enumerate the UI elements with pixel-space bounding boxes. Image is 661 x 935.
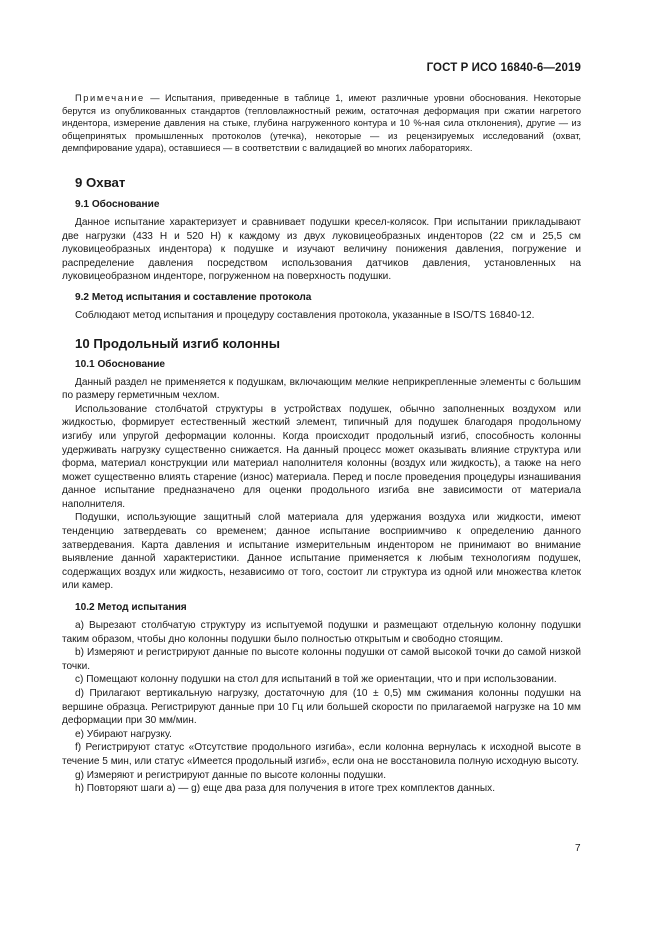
- method-step-a: a) Вырезают столбчатую структуру из испытуемой подушки и размещают отдельную колонну подушки таким образом, чтобы дно колонны подушки было полностью открытым и свободно стоящим.: [62, 620, 581, 645]
- section-9-2-paragraph: Соблюдают метод испытания и процедуру составления протокола, указанные в ISO/TS 16840-12.: [75, 309, 535, 321]
- section-9-title: 9 Охват: [75, 174, 126, 190]
- method-steps-list: [62, 619, 581, 796]
- note-lead: Примечание: [75, 93, 145, 103]
- section-9-1-paragraph: Данное испытание характеризует и сравнивает подушки кресел-колясок. При испытании прикладывают две нагрузки (433 Н и 520 Н) к каждому из двух луковицеобразных инденторов (22 см и 25,5 см луковицеобразных индентора) к подушке и изучают величину понижения давления, погружение и распределение давления посредством использования датчиков давления, установленных на луковицеобразном инденторе, погруженном на поверхность подушки.: [62, 216, 581, 283]
- method-step-g: g) Измеряют и регистрируют данные по высоте колонны подушки.: [75, 769, 386, 781]
- method-step-c: c) Помещают колонну подушки на стол для испытаний в той же ориентации, что и при использовании.: [75, 674, 557, 686]
- method-step-d: d) Прилагают вертикальную нагрузку, достаточную для (10 ± 0,5) мм сжимания колонны подушки на вершине образца. Регистрируют данные при 10 Гц или большей скорости по прилагаемой нагрузке на 10 мм деформации при 30 мм/мин.: [62, 688, 581, 727]
- section-10-2-title: 10.2 Метод испытания: [75, 602, 187, 614]
- document-code: ГОСТ Р ИСО 16840-6—2019: [426, 62, 581, 74]
- page-content: [62, 88, 581, 796]
- note-text: — Испытания, приведенные в таблице 1, имеют различные уровни обоснования. Некоторые берутся из опубликованных стандартов (тепловлажностный режим, остаточная деформация при сжатии нагретого индентора, измерение давления на стыке, глубина нагруженного контура и 10 %-ная сила отклонения), другие — из общепринятых промышленных протоколов (утечка), некоторые — из рецензируемых исследований (охват, демпфирование удара), оставшиеся — в соответствии с валидацией во многих лабораториях.: [62, 93, 581, 154]
- page-number: 7: [575, 843, 581, 854]
- method-step-e: e) Убирают нагрузку.: [75, 728, 172, 740]
- section-10-1-paragraph-3: Подушки, использующие защитный слой материала для удержания воздуха или жидкости, имеют тенденцию затвердевать со временем; данное испытание восприимчиво к определению данного затвердевания. Карта давления и испытание измерительным индентором не принимают во внимание выявление данной характеристики. Данное испытание применяется к любым технологиям подушек, содержащих воздух или жидкость, независимо от того, состоит ли структура из одной или множества клеток или камер.: [62, 512, 581, 592]
- note-paragraph: [62, 92, 581, 155]
- method-step-f: f) Регистрируют статус «Отсутствие продольного изгиба», если колонна вернулась к исходной высоте в течение 5 мин, или статус «Имеется продольный изгиб», если она не восстановила полную исходную высоту.: [62, 742, 581, 767]
- section-10-1-paragraph-2: Использование столбчатой структуры в устройствах подушек, обычно заполненных воздухом или жидкостью, формирует естественный жесткий элемент, типичный для подушек благодаря продольному изгибу или упругой деформации колонны. Когда происходит продольный изгиб, способность колонны удерживать нагрузку существенно снижается. На данный процесс может оказывать влияние структура или форма, материал конструкции или материал наполнителя колонны (воздух или жидкость), а также на него может существенно влиять старение (износ) материала. Перед и после проведения процедуры изнашивания данное испытание предназначено для оценки продольного изгиба вне зависимости от материала наполнителя.: [62, 403, 581, 510]
- method-step-h: h) Повторяют шаги а) — g) еще два раза для получения в итоге трех комплектов данных.: [75, 783, 495, 795]
- section-10-1-title: 10.1 Обоснование: [75, 358, 166, 370]
- section-10-1-paragraph-1: Данный раздел не применяется к подушкам, включающим мелкие неприкрепленные элементы с большим по размеру герметичным чехлом.: [62, 376, 581, 402]
- section-9-2-title: 9.2 Метод испытания и составление протокола: [75, 291, 312, 303]
- section-9-1-title: 9.1 Обоснование: [75, 198, 160, 210]
- section-10-title: 10 Продольный изгиб колонны: [75, 335, 281, 351]
- method-step-b: b) Измеряют и регистрируют данные по высоте колонны подушки от самой высокой точки до самой низкой точки.: [62, 647, 581, 672]
